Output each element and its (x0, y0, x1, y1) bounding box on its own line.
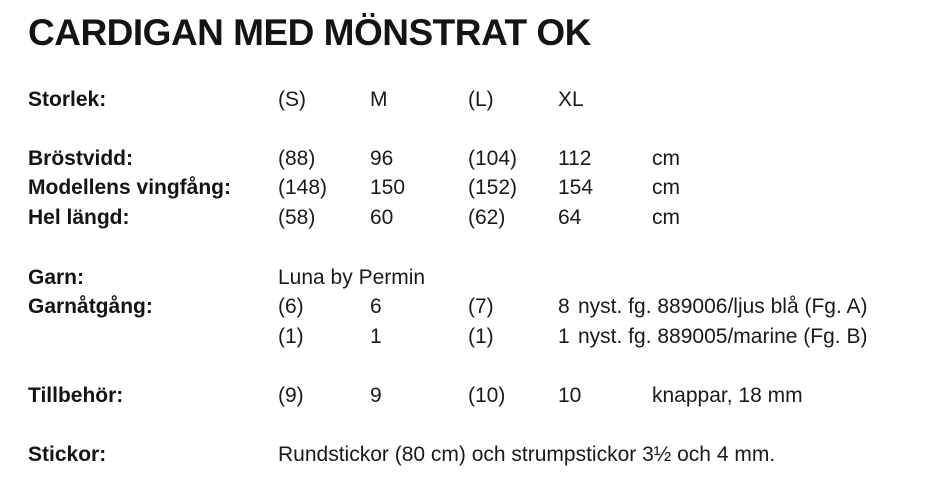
yarn-value: Luna by Permin (278, 266, 426, 289)
measurement-value: (62) (468, 206, 506, 229)
measurement-unit: cm (652, 147, 680, 170)
measurement-row-wingspan (0, 174, 940, 202)
measurement-value: 96 (370, 147, 394, 170)
measurement-value: (148) (278, 176, 328, 199)
yarn-usage-row (0, 323, 940, 351)
yarn-usage-value: (1) (278, 325, 304, 348)
accessories-description: knappar, 18 mm (652, 384, 803, 407)
yarn-usage-value: (1) (468, 325, 494, 348)
yarn-usage-label: Garnåtgång: (28, 295, 153, 318)
accessories-value: 10 (558, 384, 582, 407)
size-s: (S) (278, 88, 306, 111)
measurement-row-chest (0, 145, 940, 173)
page-title: CARDIGAN MED MÖNSTRAT OK (28, 12, 591, 53)
measurement-label: Bröstvidd: (28, 147, 133, 170)
accessories-value: (9) (278, 384, 304, 407)
yarn-label: Garn: (28, 266, 85, 289)
needles-row (0, 441, 940, 469)
size-m: M (370, 88, 388, 111)
size-xl: XL (558, 88, 584, 111)
yarn-usage-description: nyst. fg. 889005/marine (Fg. B) (578, 325, 868, 348)
accessories-label: Tillbehör: (28, 384, 124, 407)
yarn-usage-value: 6 (370, 295, 382, 318)
sizes-row (0, 86, 940, 114)
yarn-usage-description: nyst. fg. 889006/ljus blå (Fg. A) (578, 295, 868, 318)
sizes-label: Storlek: (28, 88, 107, 111)
measurement-value: 60 (370, 206, 394, 229)
yarn-usage-value: (6) (278, 295, 304, 318)
measurement-value: 112 (558, 147, 592, 170)
measurement-value: (104) (468, 147, 518, 170)
needles-label: Stickor: (28, 443, 107, 466)
measurement-unit: cm (652, 206, 680, 229)
measurement-label: Hel längd: (28, 206, 130, 229)
measurement-value: 154 (558, 176, 594, 199)
measurement-unit: cm (652, 176, 680, 199)
accessories-row (0, 382, 940, 410)
measurement-label: Modellens vingfång: (28, 176, 232, 199)
measurement-value: (88) (278, 147, 316, 170)
measurement-value: 150 (370, 176, 406, 199)
accessories-value: (10) (468, 384, 506, 407)
measurement-value: 64 (558, 206, 582, 229)
needles-value: Rundstickor (80 cm) och strumpstickor 3½ och 4 mm. (278, 443, 776, 466)
measurement-value: (152) (468, 176, 518, 199)
yarn-usage-value: 1 (558, 325, 570, 348)
yarn-usage-value: 8 (558, 295, 570, 318)
yarn-usage-value: 1 (370, 325, 382, 348)
measurement-value: (58) (278, 206, 316, 229)
yarn-row (0, 264, 940, 292)
accessories-value: 9 (370, 384, 382, 407)
size-l: (L) (468, 88, 494, 111)
yarn-usage-value: (7) (468, 295, 494, 318)
measurement-row-length (0, 204, 940, 232)
yarn-usage-row (0, 293, 940, 321)
